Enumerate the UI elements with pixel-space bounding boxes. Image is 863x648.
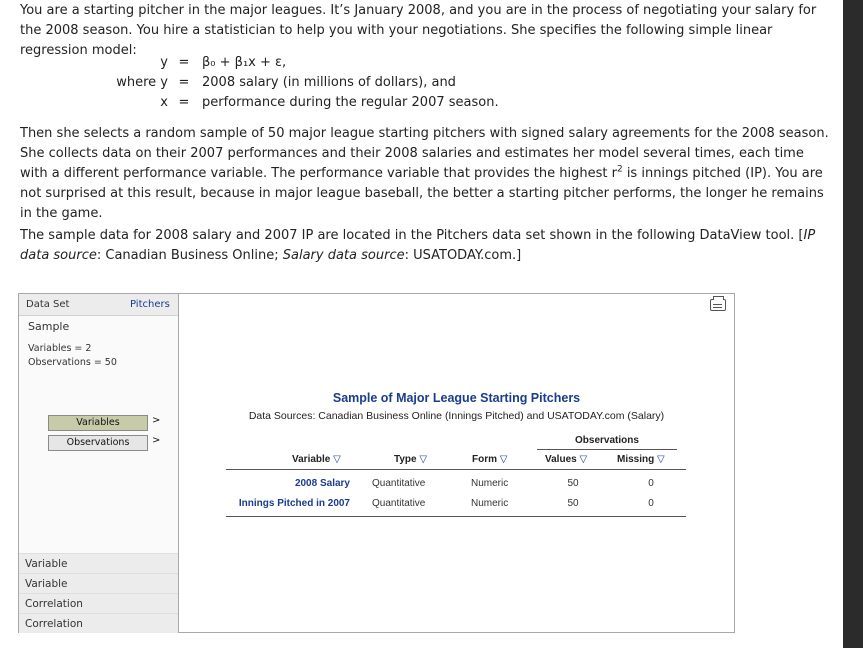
sidebar-item-variable-2[interactable]: [19, 573, 178, 593]
eq2-right: 2008 salary (in millions of dollars), and: [202, 75, 456, 90]
sort-triangle-icon[interactable]: ▽: [657, 454, 665, 465]
eq1-left: y: [160, 55, 168, 70]
sidebar-item-label: Correlation: [25, 598, 83, 610]
col-header-label: Values: [545, 454, 577, 465]
intro-paragraph: You are a starting pitcher in the major leagues. It’s January 2008, and you are in the process of negotiating your salary for the 2008 season. You hire a statistician to help you with your negotiations. She specifies the following simple linear regression model:: [20, 3, 817, 58]
sort-triangle-icon[interactable]: ▽: [579, 454, 588, 465]
eq3-right: performance during the regular 2007 season.: [202, 95, 499, 110]
method-paragraph: [20, 124, 830, 224]
table-bottom-divider: [226, 516, 686, 517]
missing-cell: 0: [648, 498, 654, 509]
print-icon[interactable]: [710, 299, 726, 311]
sidebar-item-label: Variable: [25, 578, 68, 590]
source-text-c: : USATODAY.com.]: [404, 248, 522, 263]
eq2-sign: =: [178, 75, 190, 90]
method-text-a: Then she selects a random sample of 50 major league starting pitchers with signed salary agreements for the 2008 season. She collects data on their 2007 performances and their 2008 salaries and estimates her model several times, each time with a different performance variable. The performance variable that provides the highest r: [20, 126, 829, 181]
values-cell: 50: [567, 498, 579, 509]
dataset-name[interactable]: Pitchers: [130, 299, 170, 310]
table-title: Sample of Major League Starting Pitchers: [332, 391, 581, 405]
form-cell: Numeric: [471, 498, 509, 509]
data-source-paragraph: [20, 226, 830, 266]
eq3-left: x: [160, 95, 168, 110]
eq1-sign: =: [178, 55, 190, 70]
observations-arrow-icon: >: [152, 435, 161, 446]
sidebar-item-correlation-1[interactable]: [19, 593, 178, 613]
window-edge-bar: [843, 0, 863, 648]
form-cell: Numeric: [471, 478, 509, 489]
type-cell: Quantitative: [372, 498, 426, 509]
missing-cell: 0: [648, 478, 654, 489]
observations-button[interactable]: Observations: [48, 435, 148, 451]
variables-count: Variables = 2: [28, 343, 92, 354]
col-header-type[interactable]: [394, 454, 427, 465]
eq2-left: where y: [116, 75, 168, 90]
ip-source-label: IP data source: [20, 228, 816, 263]
eq3-sign: =: [178, 95, 190, 110]
variables-arrow-icon: >: [152, 415, 161, 426]
col-header-label: Missing: [617, 454, 655, 465]
variable-name-link[interactable]: Innings Pitched in 2007: [238, 498, 350, 509]
sort-triangle-icon[interactable]: ▽: [419, 454, 428, 465]
observations-count: Observations = 50: [28, 357, 117, 368]
col-header-variable[interactable]: [292, 454, 341, 465]
sidebar-item-label: Variable: [25, 558, 68, 570]
dataview-sidebar: [19, 294, 179, 632]
salary-source-label: Salary data source: [282, 248, 405, 263]
sidebar-item-label: Correlation: [25, 618, 83, 630]
dataset-header: [19, 294, 178, 316]
col-header-label: Form: [472, 454, 497, 465]
eq1-right: β₀ + β₁x + ε,: [202, 55, 287, 70]
observations-group-divider: [537, 449, 677, 450]
source-text-a: The sample data for 2008 salary and 2007 IP are located in the Pitchers data set shown in the following DataView tool. [: [20, 228, 804, 243]
method-text-b: is innings pitched (IP). You are not surprised at this result, because in major league baseball, the better a starting pitcher performs, the longer he remains in the game.: [20, 166, 824, 221]
variable-name-link[interactable]: 2008 Salary: [294, 478, 350, 489]
sort-triangle-icon[interactable]: ▽: [333, 454, 341, 465]
source-text-b: : Canadian Business Online;: [96, 248, 283, 263]
dataview-tool: [18, 293, 735, 633]
variables-button[interactable]: Variables: [48, 415, 148, 431]
table-subtitle: Data Sources: Canadian Business Online (Innings Pitched) and USATODAY.com (Salary): [248, 410, 665, 422]
type-cell: Quantitative: [372, 478, 426, 489]
col-header-form[interactable]: [472, 454, 507, 465]
col-header-label: Variable: [292, 454, 331, 465]
col-header-missing[interactable]: [617, 454, 665, 465]
sidebar-item-correlation-2[interactable]: [19, 613, 178, 633]
r-squared-sup: 2: [616, 164, 623, 175]
col-header-label: Type: [394, 454, 417, 465]
sidebar-item-variable-1[interactable]: [19, 553, 178, 573]
sample-label: Sample: [28, 320, 70, 333]
values-cell: 50: [567, 478, 579, 489]
table-header-divider: [226, 469, 686, 470]
col-header-values[interactable]: [545, 454, 587, 465]
sort-triangle-icon[interactable]: ▽: [499, 454, 508, 465]
observations-group-header: Observations: [575, 435, 639, 446]
dataset-label: Data Set: [26, 299, 70, 310]
